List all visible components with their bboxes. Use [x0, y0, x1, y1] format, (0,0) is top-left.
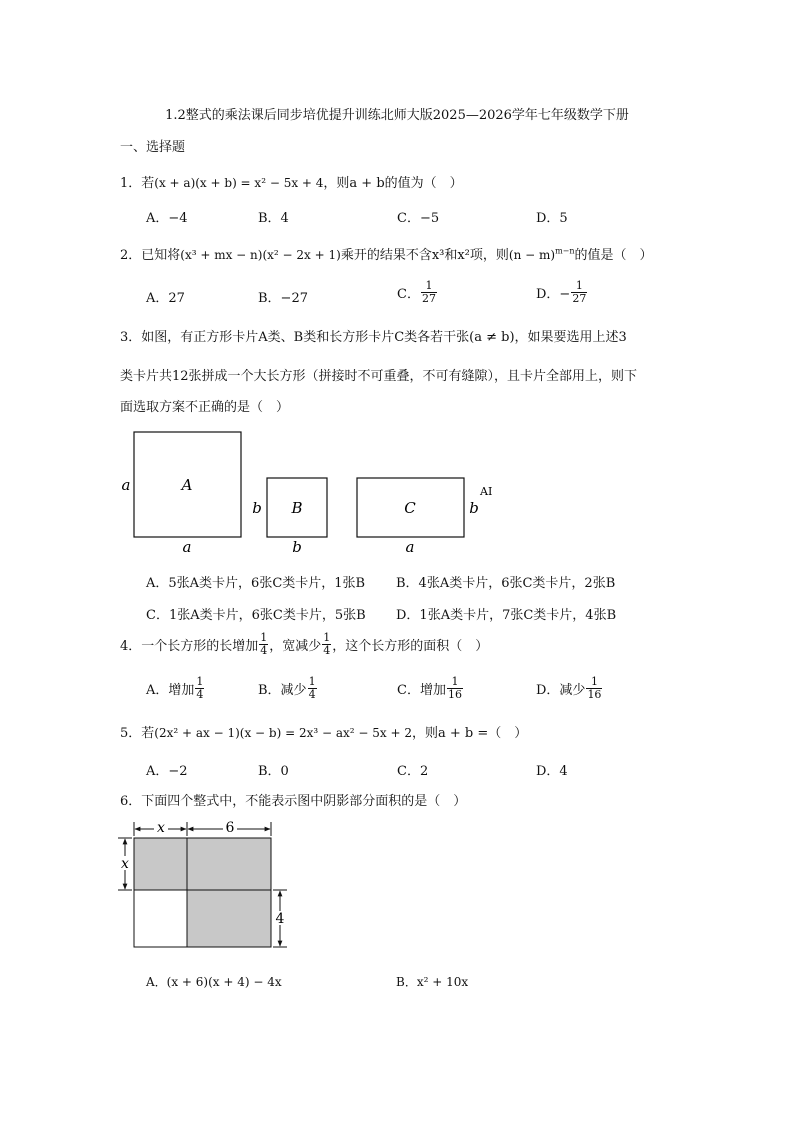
card-c-bottom-label: a — [405, 538, 415, 556]
question-3-line-1: 3．如图，有正方形卡片A类、B类和长方形卡片C类各若干张(a ≠ b)，如果要选用上述3 — [120, 330, 627, 345]
dim-label-6-top: 6 — [225, 820, 235, 836]
q4-option-c[interactable] — [397, 676, 464, 701]
q1-option-b[interactable]: B．4 — [258, 211, 289, 226]
q4-option-a[interactable] — [146, 676, 205, 701]
card-b-label: B — [291, 499, 303, 517]
q2-stem-pre: 2．已知将 — [120, 248, 181, 263]
q4-option-b-fraction — [308, 676, 317, 701]
page-title: 1.2整式的乘法课后同步培优提升训练北师大版2025—2026学年七年级数学下册 — [165, 108, 629, 123]
fraction-numerator: 1 — [196, 675, 204, 688]
q2-stem-post: 的值是（ ） — [574, 248, 653, 263]
q2-option-a[interactable]: A．27 — [146, 291, 185, 306]
q2-stem-mid: 乘开的结果不含x³和x²项，则 — [340, 248, 509, 263]
card-a-label: A — [181, 476, 193, 494]
fraction-denominator: 4 — [196, 688, 204, 701]
q2-option-d-prefix: D．− — [536, 287, 571, 302]
shaded-top-left — [134, 838, 187, 890]
q5-stem-expr: (2x² + ax − 1)(x − b) = 2x³ − ax² − 5x + 2 — [154, 726, 412, 740]
q4-option-c-fraction — [447, 676, 463, 701]
question-3-line-2: 类卡片共12张拼成一个大长方形（拼接时不可重叠，不可有缝隙），且卡片全部用上，则下 — [120, 369, 638, 384]
fraction-denominator: 16 — [447, 688, 462, 701]
q3-option-d[interactable]: D．1张A类卡片，7张C类卡片，4张B — [396, 608, 617, 623]
q2-stem-expr2: (n − m) — [508, 248, 556, 262]
fraction-denominator: 27 — [421, 292, 436, 305]
q3-option-b[interactable]: B．4张A类卡片，6张C类卡片，2张B — [396, 576, 616, 591]
q4-option-a-fraction — [195, 676, 204, 701]
q4-option-c-text: C．增加 — [397, 683, 446, 698]
card-c-label: C — [404, 499, 416, 517]
q1-stem-post: ，则a + b的值为（ ） — [323, 176, 463, 191]
fraction-numerator: 1 — [571, 280, 587, 293]
q5-option-b[interactable]: B．0 — [258, 764, 289, 779]
fraction-denominator: 16 — [587, 688, 602, 701]
fraction-denominator: 4 — [260, 644, 268, 657]
q4-option-d-fraction — [586, 676, 602, 701]
question-4-stem — [120, 632, 488, 657]
q4-option-d-text: D．减少 — [536, 683, 586, 698]
question-6-stem: 6．下面四个整式中，不能表示图中阴影部分面积的是（ ） — [120, 794, 467, 809]
q2-option-c-prefix: C． — [397, 287, 420, 302]
fraction-denominator: 4 — [323, 644, 331, 657]
dim-label-4-right: 4 — [275, 911, 285, 927]
q1-option-d[interactable]: D．5 — [536, 211, 568, 226]
q6-option-a[interactable]: A．(x + 6)(x + 4) − 4x — [146, 975, 282, 989]
q5-stem-post: ，则a + b =（ ） — [412, 726, 528, 741]
shaded-bottom-right — [187, 890, 271, 947]
q5-option-d[interactable]: D．4 — [536, 764, 568, 779]
fraction-numerator: 1 — [260, 631, 268, 644]
q4-stem-mid: ，宽减少 — [269, 639, 322, 654]
unshaded-bottom-left — [134, 890, 187, 947]
card-a-bottom-label: a — [182, 538, 192, 556]
q2-option-d-fraction — [571, 280, 587, 305]
q5-option-c[interactable]: C．2 — [397, 764, 429, 779]
ai-mark: AI — [480, 485, 493, 498]
card-b-bottom-label: b — [292, 538, 302, 556]
question-2-stem — [120, 244, 653, 263]
section-heading: 一、选择题 — [120, 140, 186, 155]
fraction-numerator: 1 — [586, 676, 602, 689]
q3-option-c[interactable]: C．1张A类卡片，6张C类卡片，5张B — [146, 608, 366, 623]
q2-stem-expr: (x³ + mx − n)(x² − 2x + 1) — [180, 248, 341, 262]
q4-option-b[interactable] — [258, 676, 318, 701]
q1-option-a[interactable]: A．−4 — [146, 211, 188, 226]
fraction-numerator: 1 — [447, 676, 463, 689]
dim-label-x-top: x — [157, 820, 165, 836]
q4-option-b-text: B．减少 — [258, 683, 307, 698]
fraction-numerator: 1 — [421, 280, 437, 293]
q1-option-c[interactable]: C．−5 — [397, 211, 440, 226]
q3-card-figure — [110, 420, 510, 560]
q4-option-d[interactable] — [536, 676, 603, 701]
q4-option-a-text: A．增加 — [146, 683, 195, 698]
q2-option-b[interactable]: B．−27 — [258, 291, 308, 306]
card-a-side-label: a — [121, 476, 131, 494]
q4-stem-pre: 4．一个长方形的长增加 — [120, 639, 259, 654]
fraction-denominator: 27 — [572, 292, 587, 305]
fraction-denominator: 4 — [308, 688, 316, 701]
q2-stem-exponent: m−n — [555, 246, 575, 256]
card-b-side-label: b — [252, 499, 262, 517]
card-c-side-label: b — [469, 499, 479, 517]
shaded-top-right — [187, 838, 271, 890]
fraction-numerator: 1 — [323, 631, 331, 644]
q3-option-a[interactable]: A．5张A类卡片，6张C类卡片，1张B — [146, 576, 366, 591]
q4-stem-fraction-2 — [322, 632, 331, 657]
q5-stem-pre: 5．若 — [120, 726, 155, 741]
q4-stem-fraction-1 — [259, 632, 268, 657]
q1-stem-expr: (x + a)(x + b) = x² − 5x + 4 — [154, 176, 324, 190]
fraction-numerator: 1 — [308, 675, 316, 688]
question-1-stem — [120, 172, 463, 191]
q5-option-a[interactable]: A．−2 — [146, 764, 188, 779]
q1-stem-pre: 1．若 — [120, 176, 155, 191]
q2-option-d[interactable] — [536, 280, 588, 305]
question-5-stem — [120, 722, 527, 741]
q4-stem-post: ，这个长方形的面积（ ） — [332, 639, 489, 654]
dim-label-x-left: x — [121, 856, 129, 872]
question-3-line-3: 面选取方案不正确的是（ ） — [120, 400, 290, 415]
q6-option-b[interactable]: B．x² + 10x — [396, 975, 469, 989]
q2-option-c[interactable] — [397, 280, 438, 305]
q2-option-c-fraction — [421, 280, 437, 305]
q6-area-figure — [110, 818, 300, 954]
